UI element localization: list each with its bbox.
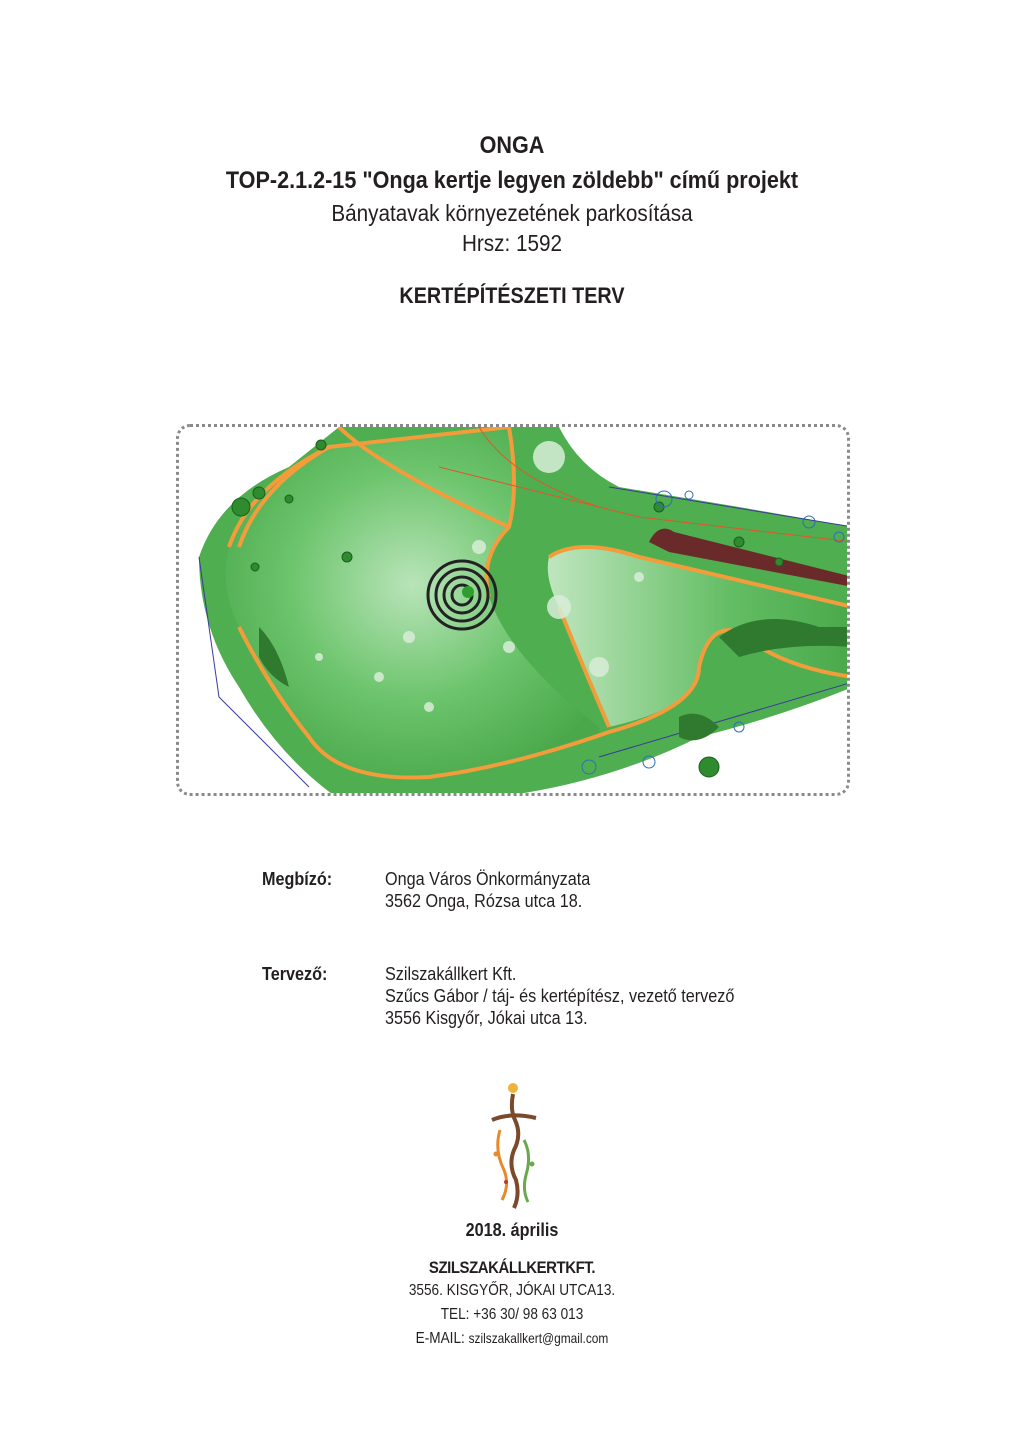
site-plan-drawing — [179, 427, 850, 796]
designer-company: Szilszakállkert Kft. — [385, 964, 517, 984]
document-date: 2018. április — [465, 1220, 559, 1240]
client-address: 3562 Onga, Rózsa utca 18. — [385, 891, 583, 911]
client-name: Onga Város Önkormányzata — [385, 869, 591, 889]
footer-company: SZILSZAKÁLLKERTKFT. — [428, 1258, 596, 1277]
parcel-number: Hrsz: 1592 — [461, 230, 563, 256]
designer-address: 3556 Kisgyőr, Jókai utca 13. — [385, 1008, 588, 1028]
site-plan-map — [176, 424, 850, 796]
project-title: TOP-2.1.2-15 "Onga kertje legyen zöldebb" című projekt — [225, 167, 799, 194]
designer-label: Tervező: — [262, 964, 328, 984]
company-logo-icon — [480, 1080, 550, 1210]
title-block — [0, 128, 1024, 258]
project-subtitle: Bányatavak környezetének parkosítása — [331, 200, 693, 226]
city-title: ONGA — [479, 132, 545, 159]
footer-address: 3556. KISGYŐR, JÓKAI UTCA13. — [408, 1282, 616, 1299]
plan-type-title: KERTÉPÍTÉSZETI TERV — [399, 283, 625, 308]
footer-email-line — [77, 1330, 947, 1348]
designer-person: Szűcs Gábor / táj- és kertépítész, vezető tervező — [385, 986, 735, 1006]
email-label: E-MAIL: — [415, 1330, 465, 1347]
footer-phone: TEL: +36 30/ 98 63 013 — [440, 1306, 584, 1323]
email-address: szilszakallkert@gmail.com — [468, 1330, 609, 1346]
client-label: Megbízó: — [262, 869, 333, 889]
